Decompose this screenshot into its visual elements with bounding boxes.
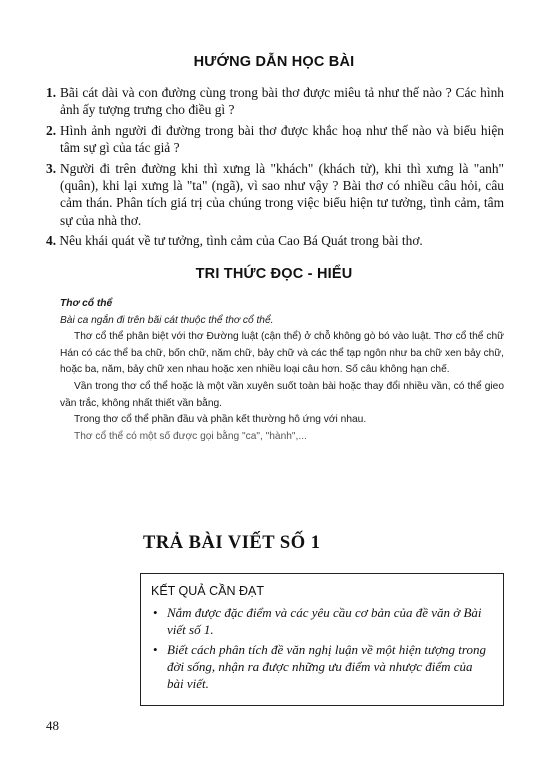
- goal-text: Nắm được đặc điểm và các yêu cầu cơ bản của đề văn ở Bài viết số 1.: [167, 605, 482, 637]
- question-item: [46, 122, 504, 157]
- paragraph: Thơ cổ thể phân biệt với thơ Đường luật (cận thể) ở chỗ không gò bó vào luật. Thơ cổ thể chữ Hán có các thể ba chữ, bốn chữ, năm chữ, bảy chữ và các thể tạp ngôn như ba chữ xen bảy chữ, hoặc ba, năm, bảy chữ xen nhau hoặc xen nhiều loại câu hơn. Số câu không hạn chế.: [60, 331, 504, 376]
- bullet-icon: •: [153, 642, 158, 657]
- goal-item: [151, 604, 491, 638]
- page-number: 48: [46, 718, 59, 733]
- question-text: Hình ảnh người đi đường trong bài thơ được khắc hoạ như thế nào và biểu hiện tâm sự gì của tác giả ?: [60, 122, 504, 156]
- goal-text: Biết cách phân tích đề văn nghị luận về một hiện tượng trong đời sống, nhận ra được những ưu điểm và nhược điểm của bài viết.: [167, 642, 486, 691]
- subsection-title: Thơ cổ thể: [60, 298, 113, 309]
- question-number: 3.: [46, 160, 57, 176]
- reading-knowledge-body: [60, 296, 504, 445]
- paragraph: Thơ cổ thể có một số được gọi bằng "ca", "hành",...: [74, 430, 307, 442]
- paragraph: Vần trong thơ cổ thể hoặc là một vần xuyên suốt toàn bài hoặc thay đổi nhiều vần, có thể gieo vần trắc, không nhất thiết vần bằng.: [60, 380, 504, 409]
- goal-list: [151, 604, 491, 692]
- question-number: 1.: [46, 85, 57, 100]
- section-title-writing-review: TRẢ BÀI VIẾT SỐ 1: [143, 533, 321, 553]
- question-list: [46, 84, 504, 253]
- paragraph: Trong thơ cổ thể phần đầu và phần kết thường hô ứng với nhau.: [74, 414, 367, 426]
- intro-line: Bài ca ngắn đi trên bãi cát thuộc thể thơ cổ thể.: [60, 314, 274, 326]
- learning-outcomes-box: [140, 573, 504, 706]
- section-title-study-guide: HƯỚNG DẪN HỌC BÀI: [193, 54, 355, 70]
- question-text: Bãi cát dài và con đường cùng trong bài thơ được miêu tả như thế nào ? Các hình ảnh ấy tượng trưng cho điều gì ?: [60, 85, 504, 118]
- question-item: [46, 84, 504, 119]
- question-text: Nêu khái quát về tư tưởng, tình cảm của Cao Bá Quát trong bài thơ.: [59, 233, 423, 249]
- question-number: 4.: [46, 233, 57, 249]
- goal-item: [151, 641, 491, 692]
- section-title-reading-knowledge: TRI THỨC ĐỌC - HIỂU: [195, 266, 353, 282]
- question-text: Người đi trên đường khi thì xưng là "khách" (khách tử), khi thì xưng là "anh" (quân), khi lại xưng là "ta" (ngã), vì sao như vậy ? Bài thơ có nhiều câu hỏi, câu cảm thán. Phân tích giá trị của chúng trong việc biểu hiện tư tưởng, tình cảm, tâm sự của nhà thơ.: [60, 160, 504, 228]
- question-item: [46, 232, 504, 249]
- box-title: KẾT QUẢ CẦN ĐẠT: [151, 584, 264, 598]
- question-number: 2.: [46, 122, 57, 138]
- bullet-icon: •: [153, 605, 158, 620]
- question-item: [46, 160, 504, 230]
